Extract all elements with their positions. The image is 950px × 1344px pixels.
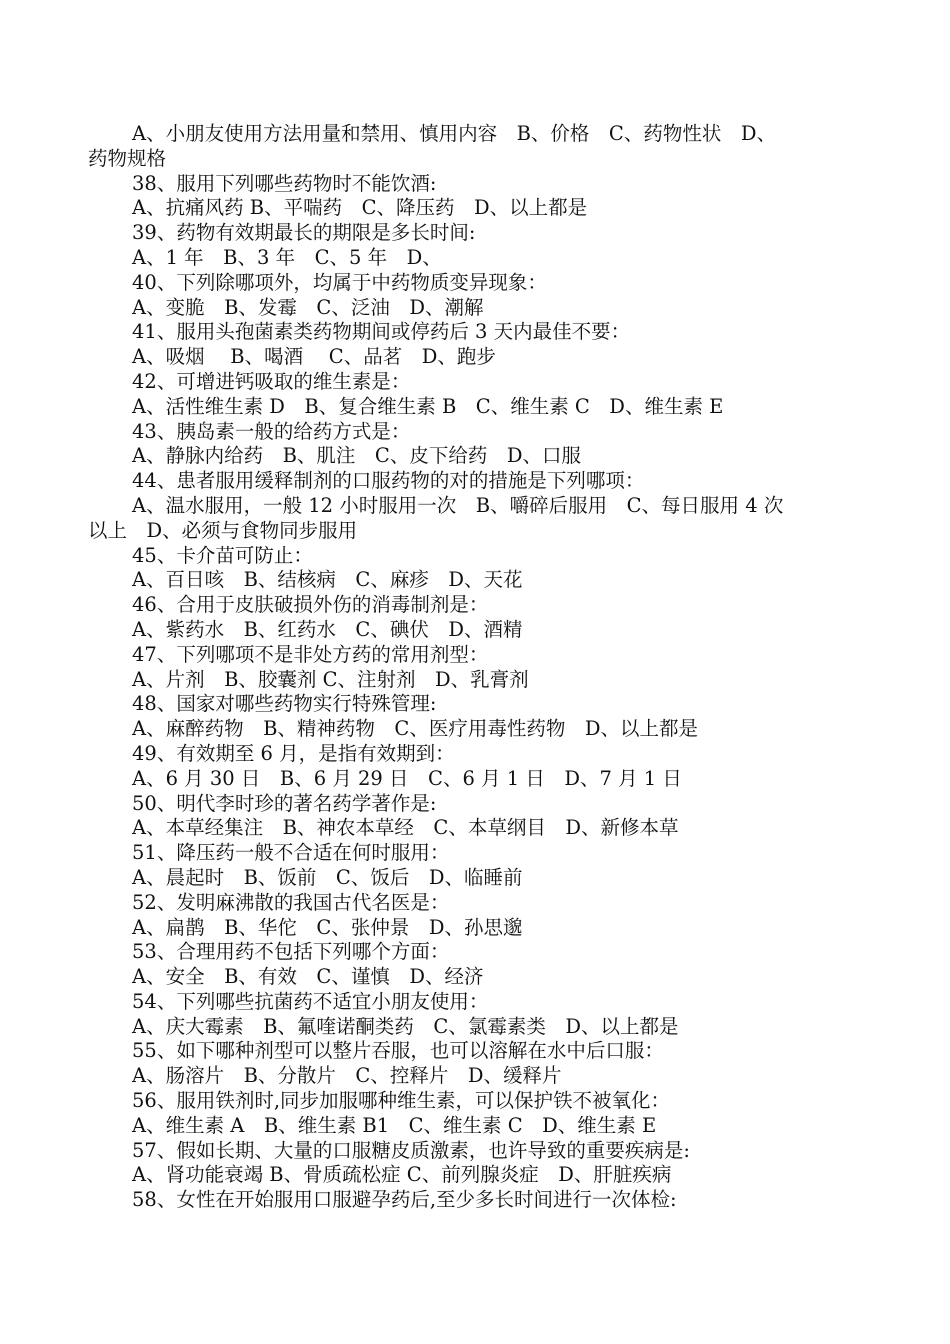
text-line: A、活性维生素 D B、复合维生素 B C、维生素 C D、维生素 E — [132, 394, 724, 418]
text-line: 52、发明麻沸散的我国古代名医是： — [132, 890, 450, 914]
text-line: 54、下列哪些抗菌药不适宜小朋友使用： — [132, 989, 489, 1013]
text-line: A、维生素 A B、维生素 B1 C、维生素 C D、维生素 E — [132, 1113, 657, 1137]
text-line: 53、合理用药不包括下列哪个方面： — [132, 940, 450, 964]
text-line: 58、女性在开始服用口服避孕药后,至少多长时间进行一次体检: — [132, 1188, 677, 1212]
text-line: 51、降压药一般不合适在何时服用： — [132, 841, 450, 865]
text-line: A、6 月 30 日 B、6 月 29 日 C、6 月 1 日 D、7 月 1 日 — [132, 766, 682, 790]
text-line: A、肾功能衰竭 B、骨质疏松症 C、前列腺炎症 D、肝脏疾病 — [132, 1163, 672, 1187]
text-line: 以上 D、必须与食物同步服用 — [88, 518, 358, 542]
text-line: A、本草经集注 B、神农本草经 C、本草纲目 D、新修本草 — [132, 816, 679, 840]
document-page — [88, 122, 868, 1213]
text-line: A、扁鹊 B、华佗 C、张仲景 D、孙思邈 — [132, 915, 523, 939]
text-line: 55、如下哪种剂型可以整片吞服，也可以溶解在水中后口服： — [132, 1039, 664, 1063]
text-line: 57、假如长期、大量的口服糖皮质激素，也许导致的重要疾病是: — [132, 1138, 690, 1162]
text-line: A、麻醉药物 B、精神药物 C、医疗用毒性药物 D、以上都是 — [132, 717, 698, 741]
text-line: 45、卡介苗可防止： — [132, 543, 313, 567]
text-line: 49、有效期至 6 月，是指有效期到： — [132, 741, 455, 765]
text-line: 44、患者服用缓释制剂的口服药物的对的措施是下列哪项： — [132, 469, 645, 493]
text-line: A、变脆 B、发霉 C、泛油 D、潮解 — [132, 295, 484, 319]
text-line: A、百日咳 B、结核病 C、麻疹 D、天花 — [132, 568, 523, 592]
text-line: A、静脉内给药 B、肌注 C、皮下给药 D、口服 — [132, 444, 581, 468]
text-line: A、1 年 B、3 年 C、5 年 D、 — [132, 245, 442, 269]
text-line: 46、合用于皮肤破损外伤的消毒制剂是： — [132, 593, 489, 617]
text-line: 43、胰岛素一般的给药方式是： — [132, 419, 411, 443]
text-line: A、温水服用，一般 12 小时服用一次 B、嚼碎后服用 C、每日服用 4 次 — [132, 493, 784, 517]
text-line: A、安全 B、有效 C、谨慎 D、经济 — [132, 965, 484, 989]
text-line: 39、药物有效期最长的期限是多长时间: — [132, 221, 476, 245]
text-line: 42、可增进钙吸取的维生素是： — [132, 369, 411, 393]
text-line: 41、服用头孢菌素类药物期间或停药后 3 天内最佳不要： — [132, 320, 631, 344]
text-line: 药物规格 — [88, 146, 167, 170]
text-line: A、晨起时 B、饭前 C、饭后 D、临睡前 — [132, 865, 523, 889]
text-line: A、片剂 B、胶囊剂 C、注射剂 D、乳膏剂 — [132, 667, 529, 691]
text-line: 38、服用下列哪些药物时不能饮酒: — [132, 171, 437, 195]
text-line: 48、国家对哪些药物实行特殊管理: — [132, 692, 437, 716]
text-line: A、抗痛风药 B、平喘药 C、降压药 D、以上都是 — [132, 196, 588, 220]
text-line: 56、服用铁剂时,同步加服哪种维生素，可以保护铁不被氧化： — [132, 1089, 671, 1113]
text-line: A、庆大霉素 B、氟喹诺酮类药 C、氯霉素类 D、以上都是 — [132, 1014, 679, 1038]
text-line: 47、下列哪项不是非处方药的常用剂型： — [132, 642, 489, 666]
text-line: A、紫药水 B、红药水 C、碘伏 D、酒精 — [132, 617, 523, 641]
text-line: A、肠溶片 B、分散片 C、控释片 D、缓释片 — [132, 1064, 562, 1088]
text-line: 40、下列除哪项外，均属于中药物质变异现象： — [132, 270, 547, 294]
text-line: A、小朋友使用方法用量和禁用、慎用内容 B、价格 C、药物性状 D、 — [132, 122, 776, 145]
text-line: 50、明代李时珍的著名药学著作是: — [132, 791, 437, 815]
text-line: A、吸烟 B、喝酒 C、品茗 D、跑步 — [132, 345, 496, 369]
